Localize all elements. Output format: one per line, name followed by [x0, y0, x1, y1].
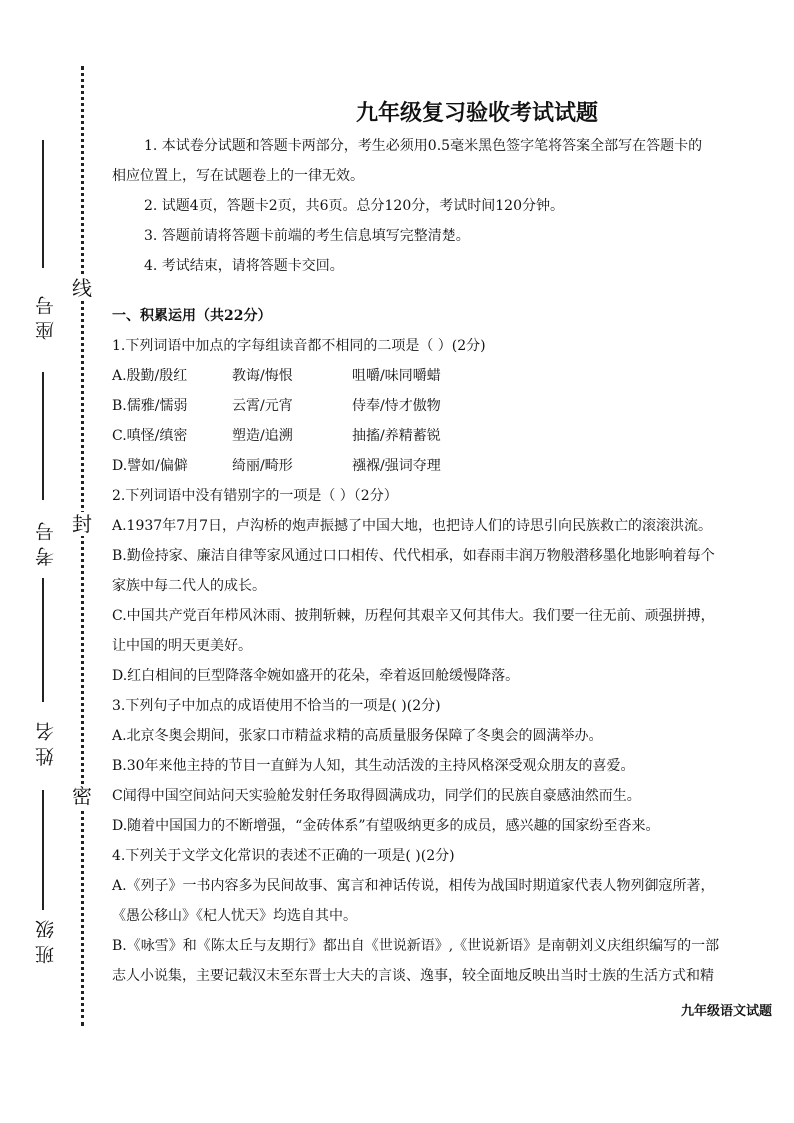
- question-line: D.随着中国国力的不断增强，“金砖体系”有望吸纳更多的成员，感兴趣的国家纷至沓来。: [112, 818, 660, 834]
- question-line: B.30年来他主持的节目一直鲜为人知，其生动活泼的主持风格深受观众朋友的喜爱。: [112, 758, 635, 774]
- question-line: C.中国共产党百年栉风沐雨、披荆斩棘，历程何其艰辛又何其伟大。我们要一往无前、顽强拼搏，: [112, 608, 715, 624]
- instructions: [112, 131, 782, 281]
- question-line: B.《咏雪》和《陈太丘与友期行》都出自《世说新语》,《世说新语》是南朝刘义庆组织编写的一部: [112, 938, 720, 954]
- option-row: [112, 391, 782, 421]
- name-line[interactable]: [42, 578, 44, 702]
- question-3: [112, 691, 782, 841]
- binding-margin: [0, 0, 105, 1123]
- question-line: A.《列子》一书内容多为民间故事、寓言和神话传说，相传为战国时期道家代表人物列御寇所著，: [112, 878, 715, 894]
- option-cell: D.譬如/偏僻: [112, 458, 188, 474]
- option-cell: 抽搐/养精蓄锐: [352, 428, 441, 444]
- question-4: [112, 841, 782, 991]
- question-line: B.勤俭持家、廉洁自律等家风通过口口相传、代代相承，如春雨丰润万物般潜移墨化地影响着每个: [112, 548, 715, 564]
- question-stem: 4.下列关于文学文化常识的表述不正确的一项是( )(2分): [112, 848, 455, 864]
- question-2: [112, 481, 782, 691]
- name-label: 姓名: [35, 716, 57, 766]
- exam-number-field[interactable]: [26, 372, 66, 572]
- question-line: 家族中每二代人的成长。: [112, 578, 266, 594]
- seal-char-xian: 线: [72, 276, 92, 300]
- instruction-line: 相应位置上，写在试题卷上的一律无效。: [112, 168, 364, 184]
- option-cell: C.嗔怪/缜密: [112, 428, 188, 444]
- option-row: [112, 451, 782, 481]
- option-cell: 教诲/悔恨: [232, 368, 293, 384]
- seal-char-mi: 密: [72, 784, 92, 808]
- question-line: D.红白相间的巨型降落伞婉如盛开的花朵，牵着返回舱缓慢降落。: [112, 668, 520, 684]
- section-heading: 一、积累运用（共22分）: [112, 308, 272, 324]
- option-row: [112, 361, 782, 391]
- question-line: 让中国的明天更美好。: [112, 638, 252, 654]
- exam-content: [112, 95, 782, 991]
- instruction-line: 4. 考试结束，请将答题卡交回。: [144, 258, 344, 274]
- instruction-line: 2. 试题4页，答题卡2页，共6页。总分120分，考试时间120分钟。: [144, 198, 564, 214]
- question-line: A.北京冬奥会期间，张家口市精益求精的高质量服务保障了冬奥会的圆满举办。: [112, 728, 603, 744]
- exam-number-line[interactable]: [42, 372, 44, 500]
- option-cell: 侍奉/恃才傲物: [352, 398, 441, 414]
- question-line: 志人小说集，主要记载汉末至东晋士大夫的言谈、逸事，较全面地反映出当时士族的生活方式和精: [112, 968, 714, 984]
- exam-title: 九年级复习验收考试试题: [355, 100, 598, 126]
- instruction-line: 1. 本试卷分试题和答题卡两部分，考生必须用0.5毫米黑色签字笔将答案全部写在答题卡的: [144, 138, 703, 154]
- option-cell: 绮丽/畸形: [232, 458, 293, 474]
- seal-char-feng: 封: [72, 512, 92, 536]
- option-cell: 塑造/追溯: [232, 428, 293, 444]
- class-label: 班级: [35, 914, 57, 964]
- name-field[interactable]: [26, 578, 66, 768]
- seat-number-line[interactable]: [42, 140, 44, 268]
- question-stem: 3.下列句子中加点的成语使用不恰当的一项是( )(2分): [112, 698, 441, 714]
- question-line: 《愚公移山》《杞人忧天》均选自其中。: [112, 908, 357, 924]
- class-field[interactable]: [26, 790, 66, 970]
- seat-number-label: 座号: [35, 290, 57, 340]
- question-1: [112, 331, 782, 481]
- option-cell: 咀嚼/味同嚼蜡: [352, 368, 441, 384]
- seal-dotted-line: [81, 66, 84, 1026]
- page-footer: 九年级语文试题: [680, 1004, 772, 1019]
- seat-number-field[interactable]: [26, 140, 66, 350]
- option-row: [112, 421, 782, 451]
- option-cell: B.儒雅/懦弱: [112, 398, 188, 414]
- option-cell: A.殷勤/殷红: [112, 368, 188, 384]
- exam-number-label: 考号: [35, 516, 57, 566]
- question-stem: 1.下列词语中加点的字每组读音都不相同的二项是（ ）(2分): [112, 338, 486, 354]
- class-line[interactable]: [42, 790, 44, 910]
- option-cell: 襁褓/强词夺理: [352, 458, 441, 474]
- question-stem: 2.下列词语中没有错别字的一项是（ ）（2分）: [112, 488, 398, 504]
- option-cell: 云霄/元宵: [232, 398, 293, 414]
- question-line: C闻得中国空间站问天实验舱发射任务取得圆满成功，同学们的民族自豪感油然而生。: [112, 788, 641, 804]
- question-line: A.1937年7月7日，卢沟桥的炮声振撼了中国大地，也把诗人们的诗思引向民族救亡的滚滚洪流。: [112, 518, 713, 534]
- instruction-line: 3. 答题前请将答题卡前端的考生信息填写完整清楚。: [144, 228, 470, 244]
